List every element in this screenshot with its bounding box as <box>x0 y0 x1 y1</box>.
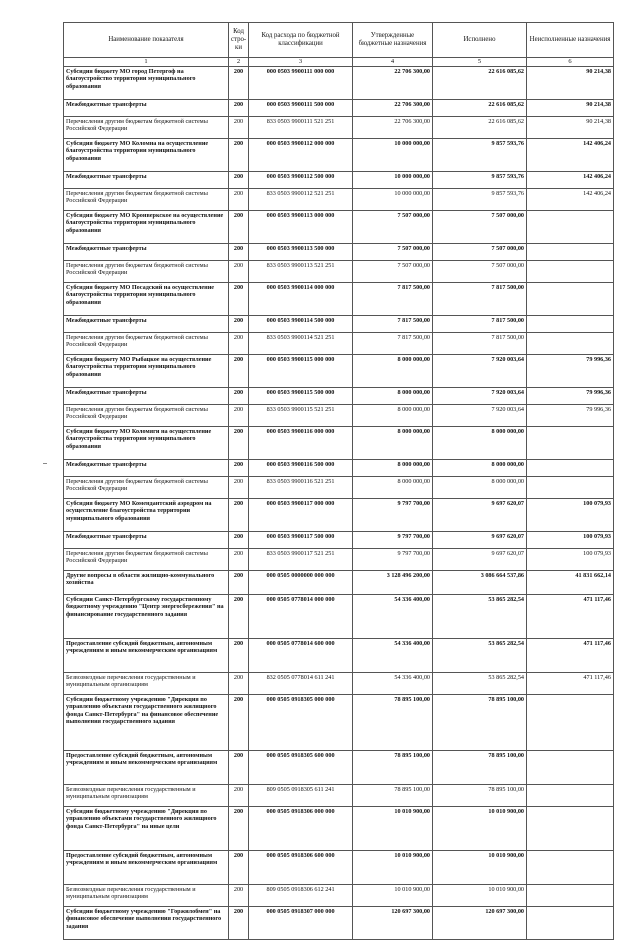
executed-amount: 9 857 593,76 <box>433 172 527 189</box>
table-row <box>64 639 614 673</box>
approved-amount: 8 000 000,00 <box>353 355 433 388</box>
approved-amount: 22 706 300,00 <box>353 67 433 100</box>
unexecuted-amount <box>527 695 614 751</box>
indicator-name: Субсидии бюджетному учреждению "Горжилобмен" на финансовое обеспечение выполнения государственного задания <box>64 907 229 940</box>
expense-code: 000 0503 9900117 500 000 <box>249 532 353 549</box>
line-code: 200 <box>229 851 249 885</box>
unexecuted-amount <box>527 427 614 460</box>
executed-amount: 7 920 003,64 <box>433 405 527 427</box>
indicator-name: Межбюджетные трансферты <box>64 460 229 477</box>
table-row <box>64 117 614 139</box>
header-executed: Исполнено <box>433 23 527 58</box>
expense-code: 000 0505 0918307 000 000 <box>249 907 353 940</box>
executed-amount: 8 000 000,00 <box>433 460 527 477</box>
column-number: 4 <box>353 58 433 67</box>
unexecuted-amount: 79 996,36 <box>527 388 614 405</box>
budget-report-page <box>63 22 613 940</box>
unexecuted-amount <box>527 907 614 940</box>
expense-code: 833 0503 9900117 521 251 <box>249 549 353 571</box>
indicator-name: Межбюджетные трансферты <box>64 244 229 261</box>
indicator-name: Субсидия бюджету МО Кронверкское на осуществление благоустройства территории муниципального образования <box>64 211 229 244</box>
executed-amount: 53 865 282,54 <box>433 673 527 695</box>
indicator-name: Субсидия бюджету МО Комендантский аэродром на осуществление благоустройства территории муниципального образования <box>64 499 229 532</box>
executed-amount: 3 086 664 537,86 <box>433 571 527 595</box>
unexecuted-amount: 79 996,36 <box>527 355 614 388</box>
line-code: 200 <box>229 316 249 333</box>
line-code: 200 <box>229 333 249 355</box>
table-row <box>64 907 614 940</box>
expense-code: 833 0503 9900115 521 251 <box>249 405 353 427</box>
unexecuted-amount <box>527 460 614 477</box>
expense-code: 833 0503 9900114 521 251 <box>249 333 353 355</box>
unexecuted-amount: 142 406,24 <box>527 189 614 211</box>
unexecuted-amount <box>527 316 614 333</box>
table-row <box>64 316 614 333</box>
margin-mark <box>43 463 47 464</box>
approved-amount: 10 000 000,00 <box>353 172 433 189</box>
column-number: 2 <box>229 58 249 67</box>
approved-amount: 10 010 900,00 <box>353 885 433 907</box>
line-code: 200 <box>229 405 249 427</box>
indicator-name: Субсидия бюджету МО Коломна на осуществление благоустройства территории муниципального образования <box>64 139 229 172</box>
line-code: 200 <box>229 189 249 211</box>
expense-code: 000 0505 0918305 600 000 <box>249 751 353 785</box>
indicator-name: Субсидия бюджету МО Посадский на осуществление благоустройства территории муниципального образования <box>64 283 229 316</box>
line-code: 200 <box>229 549 249 571</box>
unexecuted-amount <box>527 785 614 807</box>
table-row <box>64 189 614 211</box>
table-row <box>64 388 614 405</box>
approved-amount: 9 797 700,00 <box>353 532 433 549</box>
unexecuted-amount <box>527 211 614 244</box>
approved-amount: 7 507 000,00 <box>353 261 433 283</box>
line-code: 200 <box>229 355 249 388</box>
executed-amount: 8 000 000,00 <box>433 477 527 499</box>
table-row <box>64 261 614 283</box>
table-row <box>64 460 614 477</box>
executed-amount: 78 895 100,00 <box>433 751 527 785</box>
expense-code: 000 0503 9900115 500 000 <box>249 388 353 405</box>
expense-code: 000 0505 0778014 600 000 <box>249 639 353 673</box>
table-row <box>64 549 614 571</box>
unexecuted-amount <box>527 477 614 499</box>
unexecuted-amount: 100 079,93 <box>527 499 614 532</box>
approved-amount: 9 797 700,00 <box>353 549 433 571</box>
table-row <box>64 333 614 355</box>
unexecuted-amount: 90 214,38 <box>527 100 614 117</box>
expense-code: 000 0505 0000000 000 000 <box>249 571 353 595</box>
approved-amount: 54 336 400,00 <box>353 595 433 639</box>
approved-amount: 8 000 000,00 <box>353 405 433 427</box>
line-code: 200 <box>229 261 249 283</box>
line-code: 200 <box>229 571 249 595</box>
header-approved: Утвержденные бюджетные назначения <box>353 23 433 58</box>
approved-amount: 54 336 400,00 <box>353 673 433 695</box>
unexecuted-amount: 41 831 662,14 <box>527 571 614 595</box>
executed-amount: 78 895 100,00 <box>433 785 527 807</box>
unexecuted-amount: 79 996,36 <box>527 405 614 427</box>
indicator-name: Межбюджетные трансферты <box>64 316 229 333</box>
table-row <box>64 211 614 244</box>
expense-code: 000 0505 0918306 000 000 <box>249 807 353 851</box>
line-code: 200 <box>229 211 249 244</box>
unexecuted-amount: 471 117,46 <box>527 673 614 695</box>
line-code: 200 <box>229 907 249 940</box>
table-row <box>64 571 614 595</box>
indicator-name: Предоставление субсидий бюджетным, автономным учреждениям и иным некоммерческим организациям <box>64 639 229 673</box>
table-row <box>64 751 614 785</box>
expense-code: 000 0503 9900114 000 000 <box>249 283 353 316</box>
executed-amount: 7 817 500,00 <box>433 333 527 355</box>
line-code: 200 <box>229 244 249 261</box>
table-row <box>64 244 614 261</box>
expense-code: 833 0503 9900112 521 251 <box>249 189 353 211</box>
executed-amount: 9 697 620,07 <box>433 532 527 549</box>
approved-amount: 120 697 300,00 <box>353 907 433 940</box>
header-unexecuted: Неисполненные назначения <box>527 23 614 58</box>
table-row <box>64 405 614 427</box>
executed-amount: 9 857 593,76 <box>433 189 527 211</box>
executed-amount: 7 817 500,00 <box>433 316 527 333</box>
expense-code: 000 0503 9900113 500 000 <box>249 244 353 261</box>
executed-amount: 7 920 003,64 <box>433 388 527 405</box>
line-code: 200 <box>229 695 249 751</box>
line-code: 200 <box>229 477 249 499</box>
executed-amount: 10 010 900,00 <box>433 807 527 851</box>
indicator-name: Перечисления другим бюджетам бюджетной системы Российской Федерации <box>64 549 229 571</box>
line-code: 200 <box>229 499 249 532</box>
indicator-name: Перечисления другим бюджетам бюджетной системы Российской Федерации <box>64 117 229 139</box>
unexecuted-amount <box>527 851 614 885</box>
table-row <box>64 532 614 549</box>
table-row <box>64 100 614 117</box>
executed-amount: 7 817 500,00 <box>433 283 527 316</box>
unexecuted-amount: 142 406,24 <box>527 172 614 189</box>
unexecuted-amount: 90 214,38 <box>527 67 614 100</box>
expense-code: 000 0503 9900116 500 000 <box>249 460 353 477</box>
table-header-row <box>64 23 614 58</box>
indicator-name: Безвозмездные перечисления государственным и муниципальным организациям <box>64 673 229 695</box>
approved-amount: 10 010 900,00 <box>353 807 433 851</box>
expense-code: 000 0505 0918305 000 000 <box>249 695 353 751</box>
executed-amount: 7 507 000,00 <box>433 261 527 283</box>
expense-code: 000 0503 9900113 000 000 <box>249 211 353 244</box>
approved-amount: 7 817 500,00 <box>353 316 433 333</box>
indicator-name: Межбюджетные трансферты <box>64 172 229 189</box>
table-row <box>64 695 614 751</box>
line-code: 200 <box>229 673 249 695</box>
unexecuted-amount: 90 214,38 <box>527 117 614 139</box>
expense-code: 000 0503 9900116 000 000 <box>249 427 353 460</box>
indicator-name: Субсидия бюджету МО Коломяги на осуществление благоустройства территории муниципального образования <box>64 427 229 460</box>
unexecuted-amount <box>527 261 614 283</box>
executed-amount: 22 616 085,62 <box>433 67 527 100</box>
column-number: 3 <box>249 58 353 67</box>
unexecuted-amount: 142 406,24 <box>527 139 614 172</box>
table-row <box>64 67 614 100</box>
indicator-name: Предоставление субсидий бюджетным, автономным учреждениям и иным некоммерческим организациям <box>64 751 229 785</box>
approved-amount: 22 706 300,00 <box>353 117 433 139</box>
indicator-name: Субсидия бюджету МО город Петергоф на благоустройство территории муниципального образования <box>64 67 229 100</box>
unexecuted-amount <box>527 333 614 355</box>
executed-amount: 53 865 282,54 <box>433 639 527 673</box>
unexecuted-amount: 100 079,93 <box>527 549 614 571</box>
approved-amount: 8 000 000,00 <box>353 427 433 460</box>
line-code: 200 <box>229 460 249 477</box>
line-code: 200 <box>229 751 249 785</box>
approved-amount: 8 000 000,00 <box>353 477 433 499</box>
executed-amount: 53 865 282,54 <box>433 595 527 639</box>
table-row <box>64 139 614 172</box>
executed-amount: 22 616 085,62 <box>433 117 527 139</box>
executed-amount: 10 010 900,00 <box>433 851 527 885</box>
unexecuted-amount <box>527 244 614 261</box>
expense-code: 000 0503 9900114 500 000 <box>249 316 353 333</box>
approved-amount: 78 895 100,00 <box>353 751 433 785</box>
approved-amount: 8 000 000,00 <box>353 460 433 477</box>
executed-amount: 9 857 593,76 <box>433 139 527 172</box>
unexecuted-amount <box>527 751 614 785</box>
line-code: 200 <box>229 807 249 851</box>
approved-amount: 7 817 500,00 <box>353 333 433 355</box>
indicator-name: Перечисления другим бюджетам бюджетной системы Российской Федерации <box>64 477 229 499</box>
table-row <box>64 807 614 851</box>
executed-amount: 120 697 300,00 <box>433 907 527 940</box>
indicator-name: Перечисления другим бюджетам бюджетной системы Российской Федерации <box>64 261 229 283</box>
line-code: 200 <box>229 139 249 172</box>
indicator-name: Перечисления другим бюджетам бюджетной системы Российской Федерации <box>64 333 229 355</box>
line-code: 200 <box>229 639 249 673</box>
expense-code: 832 0505 0778014 611 241 <box>249 673 353 695</box>
indicator-name: Субсидии бюджетному учреждению "Дирекция по управлению объектами государственного жилищного фонда Санкт-Петербурга" на иные цели <box>64 807 229 851</box>
indicator-name: Безвозмездные перечисления государственным и муниципальным организациям <box>64 885 229 907</box>
expense-code: 809 0505 0918306 612 241 <box>249 885 353 907</box>
approved-amount: 10 000 000,00 <box>353 189 433 211</box>
line-code: 200 <box>229 388 249 405</box>
indicator-name: Предоставление субсидий бюджетным, автономным учреждениям и иным некоммерческим организациям <box>64 851 229 885</box>
table-row <box>64 172 614 189</box>
executed-amount: 22 616 085,62 <box>433 100 527 117</box>
approved-amount: 22 706 300,00 <box>353 100 433 117</box>
executed-amount: 7 920 003,64 <box>433 355 527 388</box>
column-number: 1 <box>64 58 229 67</box>
table-row <box>64 283 614 316</box>
header-line-code: Код стро-ки <box>229 23 249 58</box>
approved-amount: 10 000 000,00 <box>353 139 433 172</box>
table-row <box>64 785 614 807</box>
expense-code: 833 0503 9900111 521 251 <box>249 117 353 139</box>
table-row <box>64 499 614 532</box>
table-row <box>64 477 614 499</box>
table-row <box>64 355 614 388</box>
expense-code: 000 0505 0918306 600 000 <box>249 851 353 885</box>
expense-code: 000 0503 9900115 000 000 <box>249 355 353 388</box>
line-code: 200 <box>229 595 249 639</box>
indicator-name: Перечисления другим бюджетам бюджетной системы Российской Федерации <box>64 405 229 427</box>
table-row <box>64 885 614 907</box>
line-code: 200 <box>229 67 249 100</box>
line-code: 200 <box>229 117 249 139</box>
header-indicator-name: Наименование показателя <box>64 23 229 58</box>
expense-code: 000 0503 9900117 000 000 <box>249 499 353 532</box>
expense-code: 809 0505 0918305 611 241 <box>249 785 353 807</box>
unexecuted-amount: 471 117,46 <box>527 639 614 673</box>
expense-code: 833 0503 9900113 521 251 <box>249 261 353 283</box>
executed-amount: 8 000 000,00 <box>433 427 527 460</box>
table-body <box>64 67 614 940</box>
line-code: 200 <box>229 283 249 316</box>
line-code: 200 <box>229 100 249 117</box>
executed-amount: 7 507 000,00 <box>433 211 527 244</box>
column-number: 5 <box>433 58 527 67</box>
expense-code: 000 0503 9900111 500 000 <box>249 100 353 117</box>
expense-code: 833 0503 9900116 521 251 <box>249 477 353 499</box>
header-expense-code: Код расхода по бюджетной классификации <box>249 23 353 58</box>
approved-amount: 7 817 500,00 <box>353 283 433 316</box>
unexecuted-amount <box>527 283 614 316</box>
approved-amount: 8 000 000,00 <box>353 388 433 405</box>
indicator-name: Субсидии Санкт-Петербургскому государственному бюджетному учреждению "Центр энергосбережения" на финансирование государственного задания <box>64 595 229 639</box>
indicator-name: Субсидия бюджету МО Рыбацкое на осуществление благоустройства территории муниципального образования <box>64 355 229 388</box>
table-row <box>64 851 614 885</box>
indicator-name: Безвозмездные перечисления государственным и муниципальным организациям <box>64 785 229 807</box>
unexecuted-amount: 471 117,46 <box>527 595 614 639</box>
unexecuted-amount <box>527 807 614 851</box>
indicator-name: Межбюджетные трансферты <box>64 532 229 549</box>
line-code: 200 <box>229 785 249 807</box>
approved-amount: 78 895 100,00 <box>353 785 433 807</box>
unexecuted-amount <box>527 885 614 907</box>
approved-amount: 7 507 000,00 <box>353 244 433 261</box>
indicator-name: Межбюджетные трансферты <box>64 388 229 405</box>
executed-amount: 7 507 000,00 <box>433 244 527 261</box>
indicator-name: Межбюджетные трансферты <box>64 100 229 117</box>
indicator-name: Перечисления другим бюджетам бюджетной системы Российской Федерации <box>64 189 229 211</box>
expense-code: 000 0505 0778014 000 000 <box>249 595 353 639</box>
line-code: 200 <box>229 427 249 460</box>
indicator-name: Субсидии бюджетному учреждению "Дирекция по управлению объектами государственного жилищного фонда Санкт-Петербурга" на финансовое обеспечение выполнения государственного задания <box>64 695 229 751</box>
executed-amount: 78 895 100,00 <box>433 695 527 751</box>
table-row <box>64 673 614 695</box>
table-row <box>64 595 614 639</box>
budget-execution-table <box>63 22 614 940</box>
expense-code: 000 0503 9900111 000 000 <box>249 67 353 100</box>
executed-amount: 9 697 620,07 <box>433 499 527 532</box>
approved-amount: 3 128 496 200,00 <box>353 571 433 595</box>
line-code: 200 <box>229 172 249 189</box>
line-code: 200 <box>229 532 249 549</box>
approved-amount: 7 507 000,00 <box>353 211 433 244</box>
executed-amount: 10 010 900,00 <box>433 885 527 907</box>
approved-amount: 9 797 700,00 <box>353 499 433 532</box>
approved-amount: 10 010 900,00 <box>353 851 433 885</box>
executed-amount: 9 697 620,07 <box>433 549 527 571</box>
column-number: 6 <box>527 58 614 67</box>
table-row <box>64 427 614 460</box>
approved-amount: 54 336 400,00 <box>353 639 433 673</box>
line-code: 200 <box>229 885 249 907</box>
indicator-name: Другие вопросы в области жилищно-коммунального хозяйства <box>64 571 229 595</box>
approved-amount: 78 895 100,00 <box>353 695 433 751</box>
expense-code: 000 0503 9900112 500 000 <box>249 172 353 189</box>
column-number-row <box>64 58 614 67</box>
unexecuted-amount: 100 079,93 <box>527 532 614 549</box>
expense-code: 000 0503 9900112 000 000 <box>249 139 353 172</box>
